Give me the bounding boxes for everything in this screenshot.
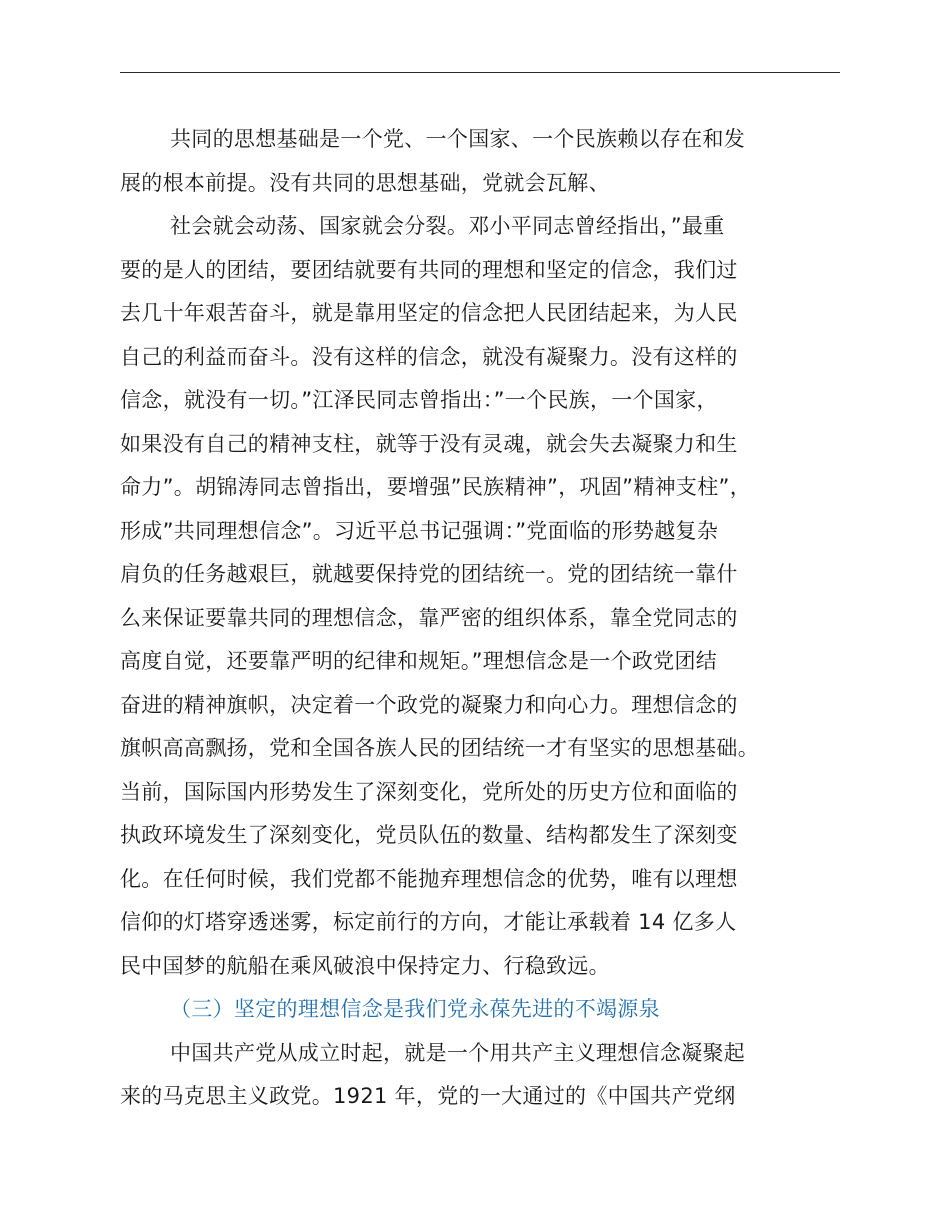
text-line: 信念，就没有一切。”江泽民同志曾指出：”一个民族，一个国家，: [120, 388, 718, 412]
text-line: 化。在任何时候，我们党都不能抛弃理想信念的优势，唯有以理想: [120, 866, 738, 891]
text-line: 自己的利益而奋斗。没有这样的信念，就没有凝聚力。没有这样的: [120, 344, 738, 369]
section-heading: （三）坚定的理想信念是我们党永葆先进的不竭源泉: [170, 997, 660, 1021]
text-line: 肩负的任务越艰巨，就越要保持党的团结统一。党的团结统一靠什: [120, 562, 738, 586]
text-line: 来的马克思主义政党。1921 年，党的一大通过的《中国共产党纲: [120, 1084, 736, 1108]
text-line: 奋进的精神旗帜，决定着一个政党的凝聚力和向心力。理想信念的: [120, 692, 738, 717]
text-line: 共同的思想基础是一个党、一个国家、一个民族赖以存在和发: [170, 127, 746, 151]
header-rule: [120, 72, 840, 73]
text-line: 社会就会动荡、国家就会分裂。邓小平同志曾经指出，”最重: [170, 214, 725, 238]
text-line: 高度自觉，还要靠严明的纪律和规矩。”理想信念是一个政党团结: [120, 649, 718, 673]
text-line: 要的是人的团结，要团结就要有共同的理想和坚定的信念，我们过: [120, 257, 738, 282]
text-line: 形成”共同理想信念”。习近平总书记强调：”党面临的形势越复杂: [120, 518, 719, 543]
text-line: 命力”。胡锦涛同志曾指出，要增强”民族精神”，巩固”精神支柱”，: [120, 475, 751, 499]
text-line: 信仰的灯塔穿透迷雾，标定前行的方向，才能让承载着 14 亿多人: [120, 910, 737, 934]
text-line: 如果没有自己的精神支柱，就等于没有灵魂，就会失去凝聚力和生: [120, 431, 738, 456]
text-line: 么来保证要靠共同的理想信念，靠严密的组织体系，靠全党同志的: [120, 605, 738, 630]
text-line: 执政环境发生了深刻变化，党员队伍的数量、结构都发生了深刻变: [120, 823, 738, 847]
text-line: 去几十年艰苦奋斗，就是靠用坚定的信念把人民团结起来，为人民: [120, 301, 738, 325]
text-line: 中国共产党从成立时起，就是一个用共产主义理想信念凝聚起: [170, 1040, 746, 1065]
text-line: 旗帜高高飘扬，党和全国各族人民的团结统一才有坚实的思想基础。: [120, 736, 759, 760]
body-text: [120, 118, 880, 1119]
text-line: 民中国梦的航船在乘风破浪中保持定力、行稳致远。: [120, 953, 610, 978]
text-line: 当前，国际国内形势发生了深刻变化，党所处的历史方位和面临的: [120, 779, 738, 804]
text-line: 展的根本前提。没有共同的思想基础，党就会瓦解、: [120, 170, 610, 195]
